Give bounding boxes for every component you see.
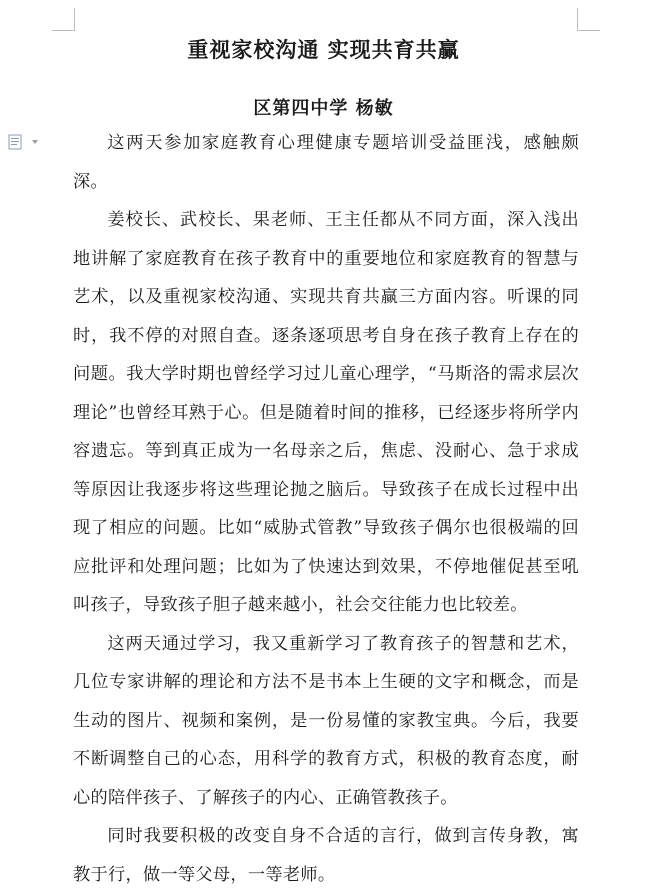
paragraph-2: 姜校长、武校长、果老师、王主任都从不同方面，深入浅出地讲解了家庭教育在孩子教育中的重要地位和家庭教育的智慧与艺术，以及重视家校沟通、实现共育共赢三方面内容。听课的同时，我不停的对照自查。逐条逐项思考自身在孩子教育上存在的问题。我大学时期也曾经学习过儿童心理学，“马斯洛的需求层次理论”也曾经耳熟于心。但是随着时间的推移，已经逐步将所学内容遗忘。等到真正成为一名母亲之后，焦虑、没耐心、急于求成等原因让我逐步将这些理论抛之脑后。导致孩子在成长过程中出现了相应的问题。比如“威胁式管教”导致孩子偶尔也很极端的回应批评和处理问题；比如为了快速达到效果，不停地催促甚至吼叫孩子，导致孩子胆子越来越小，社会交往能力也比较差。 (73, 210, 579, 615)
paragraph-3: 这两天通过学习，我又重新学习了教育孩子的智慧和艺术，几位专家讲解的理论和方法不是书本上生硬的文字和概念，而是生动的图片、视频和案例，是一份易懂的家教宝典。今后，我要不断调整自己的心态，用科学的教育方式，积极的教育态度，耐心的陪伴孩子、了解孩子的内心、正确管教孩子。 (73, 633, 579, 808)
crop-mark-top-right-icon (577, 8, 600, 31)
document-paragraph-icon (8, 134, 42, 150)
author-byline: 区第四中学 杨敏 (253, 98, 394, 119)
crop-mark-top-left-icon (52, 8, 75, 31)
page-title: 重视家校沟通 实现共育共赢 (187, 37, 460, 62)
paragraph-1: 这两天参加家庭教育心理健康专题培训受益匪浅，感触颇深。 (73, 133, 579, 192)
document-body (73, 124, 579, 894)
paragraph-marker-icon[interactable] (8, 134, 42, 150)
paragraph-4: 同时我要积极的改变自身不合适的言行，做到言传身教，寓教于行，做一等父母，一等老师。 (73, 826, 579, 885)
